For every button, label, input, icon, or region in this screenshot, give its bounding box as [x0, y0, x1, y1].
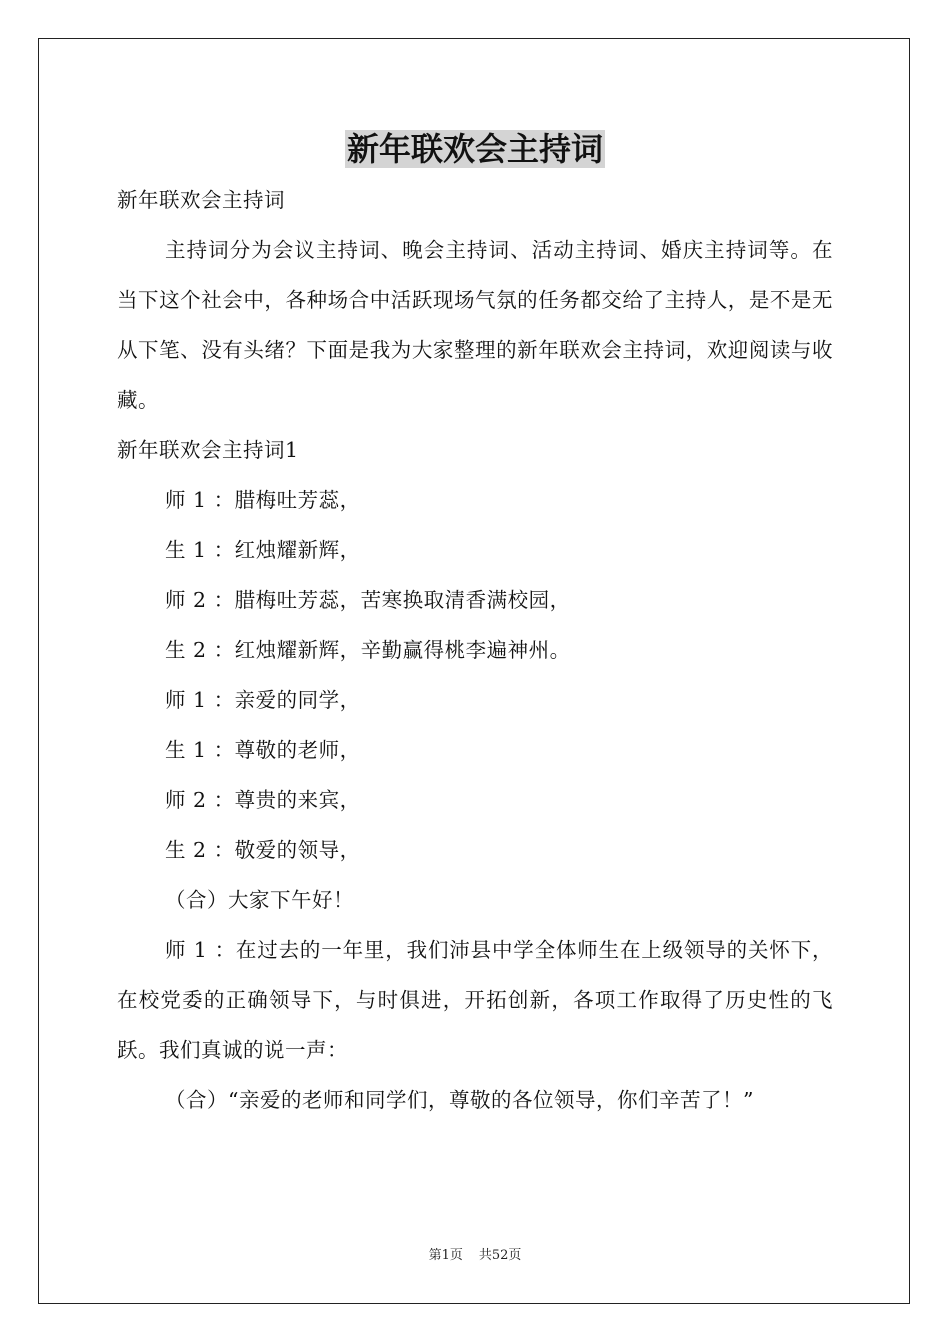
dialogue-line: （合）大家下午好！: [165, 888, 354, 912]
page-number: 第1页: [428, 1248, 463, 1263]
body-paragraph: （合）“亲爱的老师和同学们，尊敬的各位领导，你们辛苦了！”: [165, 1088, 754, 1112]
document-title-text: 新年联欢会主持词: [346, 130, 603, 168]
dialogue-line: 师 1 ：腊梅吐芳蕊，: [165, 488, 361, 512]
page-total: 共52页: [478, 1248, 522, 1263]
subtitle: 新年联欢会主持词: [117, 188, 285, 212]
body-paragraph: 师 1 ：在过去的一年里，我们沛县中学全体师生在上级领导的关怀下，在校党委的正确领导下，与时俱进，开拓创新，各项工作取得了历史性的飞跃。我们真诚的说一声：: [117, 938, 833, 1062]
section-heading: 新年联欢会主持词1: [117, 438, 299, 462]
dialogue-line: 师 2 ：腊梅吐芳蕊，苦寒换取清香满校园，: [165, 588, 571, 612]
document-title: [0, 128, 950, 170]
dialogue-line: 生 1 ：红烛耀新辉，: [165, 538, 361, 562]
page-footer: [0, 1247, 950, 1265]
dialogue-line: 师 1 ：亲爱的同学，: [165, 688, 361, 712]
dialogue-line: 师 2 ：尊贵的来宾，: [165, 788, 361, 812]
dialogue-line: 生 2 ：敬爱的领导，: [165, 838, 361, 862]
intro-paragraph: 主持词分为会议主持词、晚会主持词、活动主持词、婚庆主持词等。在当下这个社会中，各种场合中活跃现场气氛的任务都交给了主持人，是不是无从下笔、没有头绪？下面是我为大家整理的新年联欢会主持词，欢迎阅读与收藏。: [117, 238, 833, 412]
dialogue-line: 生 1 ：尊敬的老师，: [165, 738, 361, 762]
dialogue-line: 生 2 ：红烛耀新辉，辛勤赢得桃李遍神州。: [165, 638, 571, 662]
document-body: [117, 175, 833, 1125]
